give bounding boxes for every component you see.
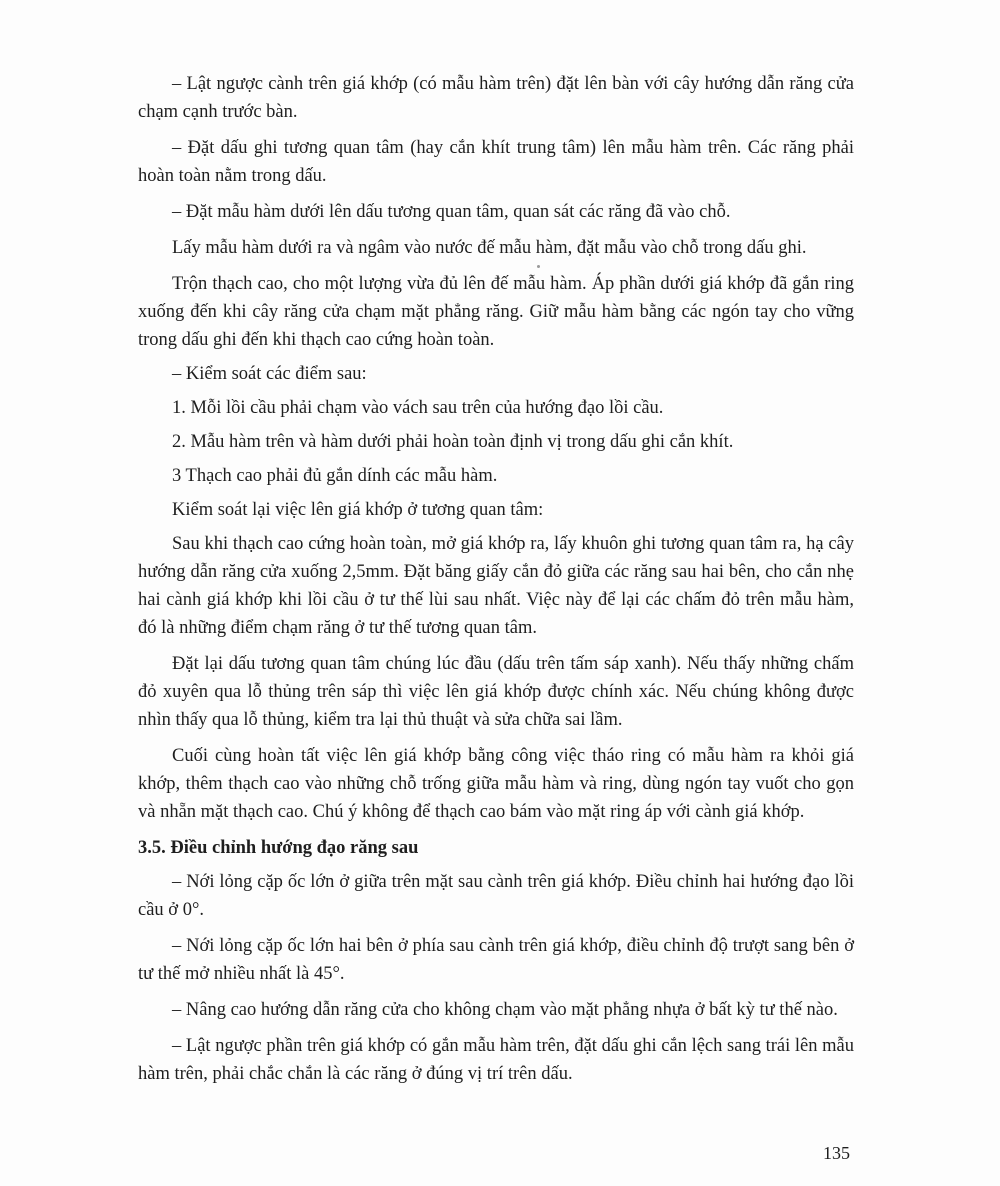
paragraph: – Nới lỏng cặp ốc lớn ở giữa trên mặt sau cành trên giá khớp. Điều chỉnh hai hướng đạo lồi cầu ở 0°. <box>138 872 854 920</box>
page-number: 135 <box>823 1143 850 1163</box>
paragraph: – Nới lỏng cặp ốc lớn hai bên ở phía sau cành trên giá khớp, điều chỉnh độ trượt sang bên ở tư thế mở nhiều nhất là 45°. <box>138 936 854 984</box>
paragraph: Kiểm soát lại việc lên giá khớp ở tương quan tâm: <box>172 500 544 520</box>
paragraph: Đặt lại dấu tương quan tâm chúng lúc đầu (dấu trên tấm sáp xanh). Nếu thấy những chấm đỏ xuyên qua lỗ thủng trên sáp thì việc lên giá khớp được chính xác. Nếu chúng không được nhìn thấy qua lỗ thủng, kiểm tra lại thủ thuật và sửa chữa sai lầm. <box>138 654 854 730</box>
paragraph: – Lật ngược phần trên giá khớp có gắn mẫu hàm trên, đặt dấu ghi cắn lệch sang trái lên mẫu hàm trên, phải chắc chắn là các răng ở đúng vị trí trên dấu. <box>138 1036 854 1084</box>
section-heading: 3.5. Điều chỉnh hướng đạo răng sau <box>138 838 419 858</box>
paragraph: – Nâng cao hướng dẫn răng cửa cho không chạm vào mặt phẳng nhựa ở bất kỳ tư thế nào. <box>172 1000 838 1020</box>
body-text <box>138 70 854 1096</box>
checklist-intro: – Kiểm soát các điểm sau: <box>172 364 367 384</box>
checklist-item-3: 3 Thạch cao phải đủ gắn dính các mẫu hàm. <box>172 466 498 486</box>
paragraph: – Đặt dấu ghi tương quan tâm (hay cắn khít trung tâm) lên mẫu hàm trên. Các răng phải hoàn toàn nằm trong dấu. <box>138 138 854 186</box>
paragraph: Trộn thạch cao, cho một lượng vừa đủ lên đế mẫu hàm. Áp phần dưới giá khớp đã gắn ring xuống đến khi cây răng cửa chạm mặt phẳng răng. Giữ mẫu hàm bằng các ngón tay cho vững trong dấu ghi đến khi thạch cao cứng hoàn toàn. <box>138 274 854 350</box>
paragraph: Sau khi thạch cao cứng hoàn toàn, mở giá khớp ra, lấy khuôn ghi tương quan tâm ra, hạ cây hướng dẫn răng cửa xuống 2,5mm. Đặt băng giấy cắn đỏ giữa các răng sau hai bên, cho cắn nhẹ hai cành giá khớp khi lồi cầu ở tư thế lùi sau nhất. Việc này để lại các chấm đỏ trên mẫu hàm, đó là những điểm chạm răng ở tư thế tương quan tâm. <box>138 534 854 638</box>
paragraph: Cuối cùng hoàn tất việc lên giá khớp bằng công việc tháo ring có mẫu hàm ra khỏi giá khớp, thêm thạch cao vào những chỗ trống giữa mẫu hàm và ring, dùng ngón tay vuốt cho gọn và nhẵn mặt thạch cao. Chú ý không để thạch cao bám vào mặt ring áp với cành giá khớp. <box>138 746 854 822</box>
paragraph: – Lật ngược cành trên giá khớp (có mẫu hàm trên) đặt lên bàn với cây hướng dẫn răng cửa chạm cạnh trước bàn. <box>138 74 854 122</box>
paragraph: – Đặt mẫu hàm dưới lên dấu tương quan tâm, quan sát các răng đã vào chỗ. <box>172 202 731 222</box>
checklist-item-1: 1. Mỗi lồi cầu phải chạm vào vách sau trên của hướng đạo lồi cầu. <box>172 398 664 418</box>
paragraph: Lấy mẫu hàm dưới ra và ngâm vào nước đế mẫu hàm, đặt mẫu vào chỗ trong dấu ghi. <box>172 238 807 258</box>
checklist-item-2: 2. Mẫu hàm trên và hàm dưới phải hoàn toàn định vị trong dấu ghi cắn khít. <box>172 432 734 452</box>
